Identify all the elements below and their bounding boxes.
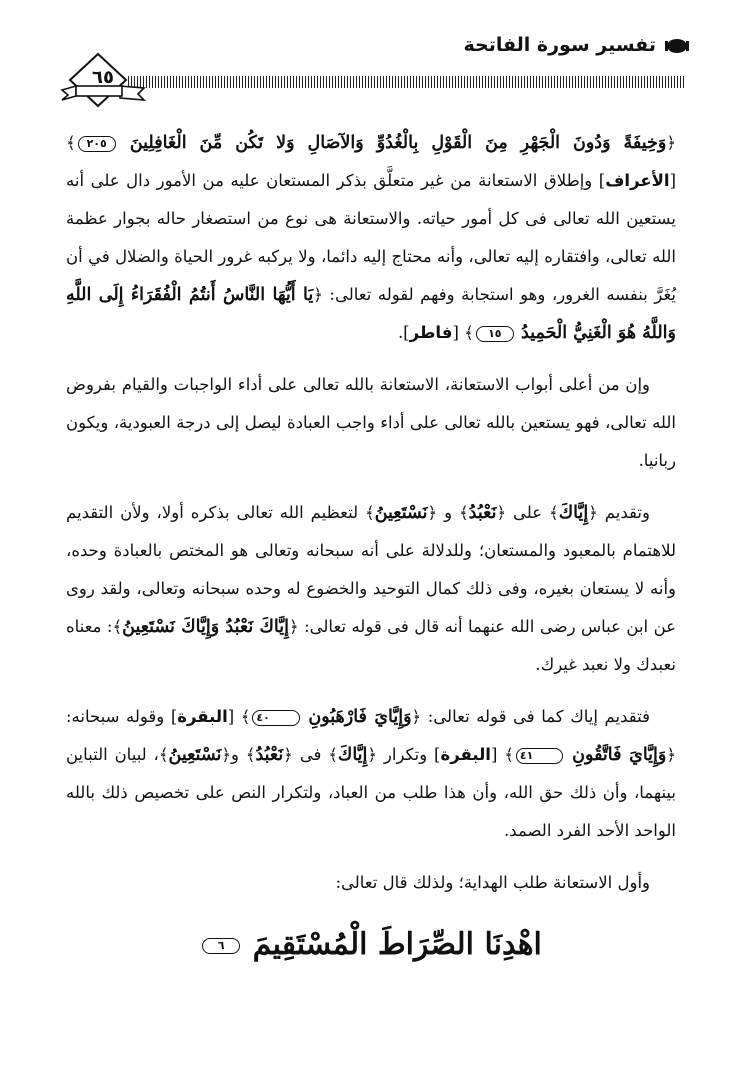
verse-number-badge: ٢٠٥ <box>78 136 116 152</box>
verse-number-badge: ٤٠ <box>252 710 299 726</box>
running-header-title: تفسير سورة الفاتحة <box>463 34 656 56</box>
quran-word: نَسْتَعِينُ <box>168 745 222 765</box>
header-rule <box>128 76 684 88</box>
paragraph-2 <box>66 366 676 480</box>
paragraph-4: فتقديم إياك كما فى قوله تعالى: ﴿وَإِيَّايَ فَارْهَبُونِ ٤٠﴾ [البقرة] وقوله سبحانه: ﴿وَإِيَّايَ فَاتَّقُونِ ٤١﴾ [البقرة] وتكرار ﴿إِيَّاكَ﴾ فى ﴿نَعْبُدُ﴾ و﴿نَسْتَعِينُ﴾، لبيان التباين بينهما، وأن ذلك حق الله، وأن هذا طلب من العباد، ولتكرار النص على تخصيص ذلك بالله الواحد الأحد الفرد الصمد. <box>66 707 677 840</box>
surah-reference: البقرة <box>440 745 491 764</box>
bracket-open: ﴿ <box>666 133 676 152</box>
surah-reference: فاطر <box>409 323 453 342</box>
quran-verse: إِيَّاكَ نَعْبُدُ وَإِيَّاكَ نَسْتَعِينُ <box>122 617 289 637</box>
paragraph-text: و <box>444 503 453 522</box>
paragraph-text: وإن من أعلى أبواب الاستعانة، الاستعانة بالله تعالى على أداء الواجبات والقيام بفروض الله تعالى، فهو يستعين بالله تعالى على أداء واجب العبادة ليصل إلى درجة العبودية، ويكون ربانيا. <box>66 375 676 470</box>
verse-number-badge: ١٥ <box>476 326 514 342</box>
verse-number-badge: ٤١ <box>516 748 563 764</box>
ornament-icon <box>662 38 692 54</box>
quran-word: إِيَّاكَ <box>337 745 368 765</box>
bracket-close: ﴾ <box>464 323 474 342</box>
paragraph-text: على <box>513 503 543 522</box>
quran-verse: يَا أَيُّهَا النَّاسُ أَنتُمُ الْفُقَرَاءُ إِلَى اللَّهِ وَاللَّهُ هُوَ الْغَنِيُّ الْحَمِيدُ <box>66 285 676 343</box>
quran-verse: اهْدِنَا الصِّرَاطَ الْمُسْتَقِيمَ <box>252 927 542 962</box>
page-number: ٦٥ <box>92 67 114 88</box>
paragraph-text: ، لبيان التباين بينهما، وأن ذلك حق الله، وأن هذا طلب من العباد، ولتكرار النص على تخصيص ذلك بالله الواحد الأحد الفرد الصمد. <box>66 745 676 840</box>
quran-quote-block <box>66 920 676 970</box>
paragraph-1: ﴿وَخِيفَةً وَدُونَ الْجَهْرِ مِنَ الْقَوْلِ بِالْغُدُوِّ وَالآصَالِ وَلا تَكُن مِّنَ الْغَافِلِينَ ٢٠٥﴾ [الأعراف] وإطلاق الاستعانة من غير متعلَّق بذكر المستعان عليه من الأمور دال على أنه يستعين الله تعالى فى كل أمور حياته. والاستعانة هى نوع من استصغار حاله بجوار عظمة الله تعالى، وافتقاره إليه تعالى، وأنه محتاج إليه دائما، ولا يركبه غرور الحياة والضلال في أن يُغَرَّ بنفسه الغرور، وهو استجابة وفهم لقوله تعالى: ﴿يَا أَيُّهَا النَّاسُ أَنتُمُ الْفُقَرَاءُ إِلَى اللَّهِ وَاللَّهُ هُوَ الْغَنِيُّ الْحَمِيدُ ١٥﴾ [فاطر]. <box>66 133 676 343</box>
paragraph-text: وتكرار <box>383 745 428 764</box>
quran-word: نَسْتَعِينُ <box>374 503 428 523</box>
paragraph-text: : معناه نعبدك ولا نعبد غيرك. <box>66 617 676 674</box>
paragraph-text: لتعظيم الله تعالى بذكره أولا، ولأن التقديم للاهتمام بالمعبود والمستعان؛ وللدلالة على أنه سبحانه وتعالى هو المختص بالعبادة وحده، وأنه لا يستعان بغيره، وفى ذلك كمال التوحيد والخضوع له وحده سبحانه وتعالى، ولقد روى عن ابن عباس رضى الله عنهما أنه قال فى قوله تعالى: <box>66 503 676 636</box>
paragraph-text: فى <box>299 745 322 764</box>
paragraph-5 <box>66 864 676 902</box>
quran-word: نَعْبُدُ <box>255 745 284 765</box>
surah-reference: الأعراف <box>605 171 670 190</box>
verse-number-badge: ٦ <box>202 938 240 954</box>
paragraph-text: وتقديم <box>604 503 650 522</box>
paragraph-text: وقوله سبحانه: <box>66 707 165 726</box>
paragraph-text: فتقديم إياك كما فى قوله تعالى: <box>427 707 650 726</box>
bracket-close: ﴾ <box>66 133 76 152</box>
paragraph-3: وتقديم ﴿إِيَّاكَ﴾ على ﴿نَعْبُدُ﴾ و ﴿نَسْتَعِينُ﴾ لتعظيم الله تعالى بذكره أولا، ولأن التقديم للاهتمام بالمعبود والمستعان؛ وللدلالة على أنه سبحانه وتعالى هو المختص بالعبادة وحده، وأنه لا يستعان بغيره، وفى ذلك كمال التوحيد والخضوع له وحده سبحانه وتعالى، ولقد روى عن ابن عباس رضى الله عنهما أنه قال فى قوله تعالى: ﴿إِيَّاكَ نَعْبُدُ وَإِيَّاكَ نَسْتَعِينُ﴾: معناه نعبدك ولا نعبد غيرك. <box>66 503 676 674</box>
body-text <box>66 124 676 970</box>
surah-reference: البقرة <box>177 707 228 726</box>
bracket-open: ﴿ <box>313 285 323 304</box>
paragraph-text: وأول الاستعانة طلب الهداية؛ ولذلك قال تعالى: <box>335 873 650 892</box>
quran-verse: وَإِيَّايَ فَاتَّقُونِ <box>572 745 667 765</box>
quran-word: نَعْبُدُ <box>468 503 497 523</box>
paragraph-text: و <box>231 745 239 764</box>
quran-verse: وَإِيَّايَ فَارْهَبُونِ <box>308 707 412 727</box>
paragraph-text: وإطلاق الاستعانة من غير متعلَّق بذكر المستعان عليه من الأمور دال على أنه يستعين الله تعالى فى كل أمور حياته. والاستعانة هى نوع من استصغار حاله بجوار عظمة الله تعالى، وافتقاره إليه تعالى، وأنه محتاج إليه دائما، ولا يركبه غرور الحياة والضلال في أن يُغَرَّ بنفسه الغرور، وهو استجابة وفهم لقوله تعالى: <box>66 171 676 304</box>
quran-word: إِيَّاكَ <box>558 503 589 523</box>
quran-verse: وَخِيفَةً وَدُونَ الْجَهْرِ مِنَ الْقَوْلِ بِالْغُدُوِّ وَالآصَالِ وَلا تَكُن مِّنَ الْغَافِلِينَ <box>129 133 667 153</box>
